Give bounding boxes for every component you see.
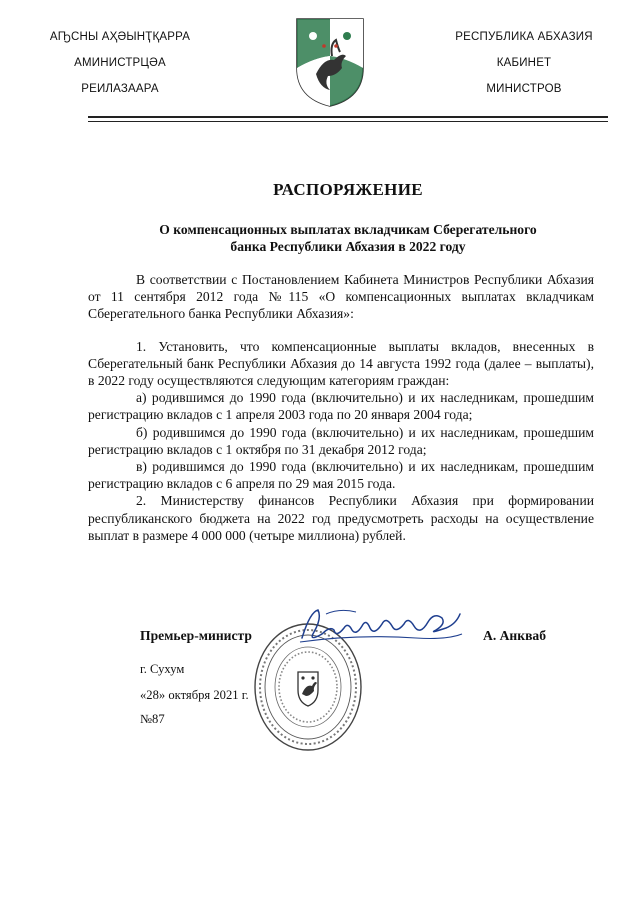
document-number: №87 (140, 712, 165, 726)
header-divider-thick (88, 116, 608, 118)
document-place: г. Сухум (140, 662, 185, 676)
document-date: «28» октября 2021 г. (140, 688, 249, 702)
paragraph-item-2: 2. Министерству финансов Республики Абхазия при формировании республиканского бюджета на 2022 год предусмотреть расходы на осуществление выплат в размере 4 000 000 (четыре миллиона) рублей. (88, 493, 594, 543)
header-left-line-1: АҦСНЫ АҲӘЫНҬҚАРРА (49, 31, 191, 43)
document-body (88, 271, 594, 544)
header-right-line-3: МИНИСТРОВ (486, 83, 562, 95)
paragraph-item-1a: а) родившимся до 1990 года (включительно) и их наследникам, прошедшим регистрацию вкладов с 1 апреля 2003 года по 20 января 2004 года; (88, 390, 594, 423)
header-right (424, 24, 624, 102)
header-left-line-3: РЕИЛАЗААРА (81, 83, 159, 95)
header-left-line-2: АМИНИСТРЦӘА (74, 57, 166, 69)
handwritten-signature (296, 604, 464, 650)
subtitle-line-2: банка Республики Абхазия в 2022 году (230, 239, 466, 254)
document-subtitle (88, 221, 608, 255)
document-title: РАСПОРЯЖЕНИЕ (273, 180, 423, 199)
header-right-line-1: РЕСПУБЛИКА АБХАЗИЯ (455, 31, 593, 43)
state-emblem-icon (294, 16, 366, 108)
signatory-name: А. Анкваб (483, 628, 547, 643)
header-divider-thin (88, 121, 608, 122)
paragraph-item-1c: в) родившимся до 1990 года (включительно) и их наследникам, прошедшим регистрацию вкладов с 6 апреля по 29 мая 2015 года. (88, 459, 594, 492)
header-right-line-2: КАБИНЕТ (496, 57, 552, 69)
paragraph-item-1b: б) родившимся до 1990 года (включительно) и их наследникам, прошедшим регистрацию вкладов с 1 октября по 31 декабря 2012 года; (88, 424, 594, 457)
signatory-role: Премьер-министр (140, 628, 252, 643)
paragraph-item-1: 1. Установить, что компенсационные выплаты вкладов, внесенных в Сберегательный банк Республики Абхазия до 14 августа 1992 года (далее – выплаты), в 2022 году осуществляются следующим категориям граждан: (88, 338, 594, 389)
paragraph-preamble: В соответствии с Постановлением Кабинета Министров Республики Абхазия от 11 сентября 2012 года №115 «О компенсационных выплатах вкладчикам Сберегательного банка Республики Абхазия»: (88, 272, 594, 322)
subtitle-line-1: О компенсационных выплатах вкладчикам Сберегательного (159, 222, 537, 237)
header-left (20, 24, 220, 102)
